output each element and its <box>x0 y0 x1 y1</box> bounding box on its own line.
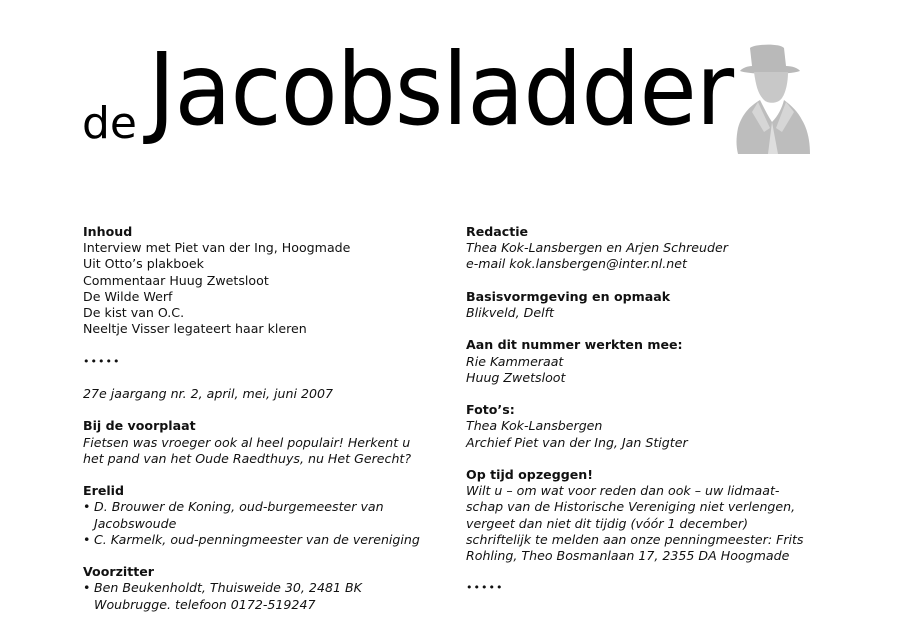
contributor-line: Huug Zwetsloot <box>466 369 566 385</box>
contents-item: De Wilde Werf <box>83 288 173 304</box>
contributors-heading: Aan dit nummer werkten mee: <box>466 337 683 353</box>
man-with-hat-silhouette-icon <box>728 42 818 154</box>
editors-section <box>466 224 846 273</box>
photos-heading: Foto’s: <box>466 402 515 418</box>
contents-item: De kist van O.C. <box>83 305 185 321</box>
photos-line: Thea Kok-Lansbergen <box>466 418 603 434</box>
editors-line: Thea Kok-Lansbergen en Arjen Schreuder <box>466 240 728 256</box>
contributors-section <box>466 337 846 386</box>
honorary-section <box>83 483 443 548</box>
cancel-line: Rohling, Theo Bosmanlaan 17, 2355 DA Hoogmade <box>466 548 790 563</box>
bullet-icon: • <box>83 499 91 515</box>
separator-dots: ••••• <box>83 354 121 368</box>
design-section <box>466 289 846 321</box>
list-item-line: D. Brouwer de Koning, oud-burgemeester van <box>94 499 384 515</box>
cancel-line: schap van de Historische Vereniging niet verlengen, <box>466 499 796 515</box>
cover-section <box>83 418 443 467</box>
masthead <box>0 0 900 170</box>
list-item-line: Jacobswoude <box>94 515 177 531</box>
editors-email: e-mail kok.lansbergen@inter.nl.net <box>466 256 687 272</box>
design-line: Blikveld, Delft <box>466 305 554 320</box>
masthead-prefix: de <box>82 98 137 149</box>
masthead-title: Jacobsladder <box>148 31 734 148</box>
right-column <box>466 224 846 613</box>
list-item <box>83 499 443 531</box>
list-item-line: Woubrugge. telefoon 0172-519247 <box>94 596 316 612</box>
list-item <box>83 580 443 612</box>
contents-section <box>83 224 443 337</box>
separator-dots: ••••• <box>466 581 504 595</box>
cover-text-line: het pand van het Oude Raedthuys, nu Het Gerecht? <box>83 450 412 466</box>
list-item-line: Ben Beukenholdt, Thuisweide 30, 2481 BK <box>94 580 362 596</box>
contents-item: Interview met Piet van der Ing, Hoogmade <box>83 240 351 256</box>
list-item-line: C. Karmelk, oud-penningmeester van de vereniging <box>94 531 420 547</box>
bullet-icon: • <box>83 580 91 596</box>
honorary-heading: Erelid <box>83 483 125 499</box>
cancel-heading: Op tijd opzeggen! <box>466 466 593 482</box>
contents-item: Uit Otto’s plakboek <box>83 256 204 272</box>
photos-section <box>466 402 846 451</box>
chair-heading: Voorzitter <box>83 564 155 580</box>
photos-line: Archief Piet van der Ing, Jan Stigter <box>466 434 688 450</box>
design-heading: Basisvormgeving en opmaak <box>466 288 671 304</box>
bullet-icon: • <box>83 531 91 547</box>
cancel-line: schriftelijk te melden aan onze penningmeester: Frits <box>466 531 804 547</box>
cancel-line: Wilt u – om wat voor reden dan ook – uw lidmaat- <box>466 483 780 499</box>
contents-item: Commentaar Huug Zwetsloot <box>83 272 269 288</box>
left-column <box>83 224 443 629</box>
issue-info: 27e jaargang nr. 2, april, mei, juni 2007 <box>83 386 334 401</box>
contributor-line: Rie Kammeraat <box>466 353 564 369</box>
editors-heading: Redactie <box>466 224 529 239</box>
cover-text-line: Fietsen was vroeger ook al heel populair! Herkent u <box>83 434 411 450</box>
cancel-section <box>466 467 846 564</box>
contents-heading: Inhoud <box>83 224 133 239</box>
chair-section <box>83 564 443 613</box>
cancel-line: vergeet dan niet dit tijdig (vóór 1 december) <box>466 515 749 531</box>
cover-heading: Bij de voorplaat <box>83 418 196 434</box>
contents-item: Neeltje Visser legateert haar kleren <box>83 321 307 337</box>
list-item <box>83 532 443 548</box>
